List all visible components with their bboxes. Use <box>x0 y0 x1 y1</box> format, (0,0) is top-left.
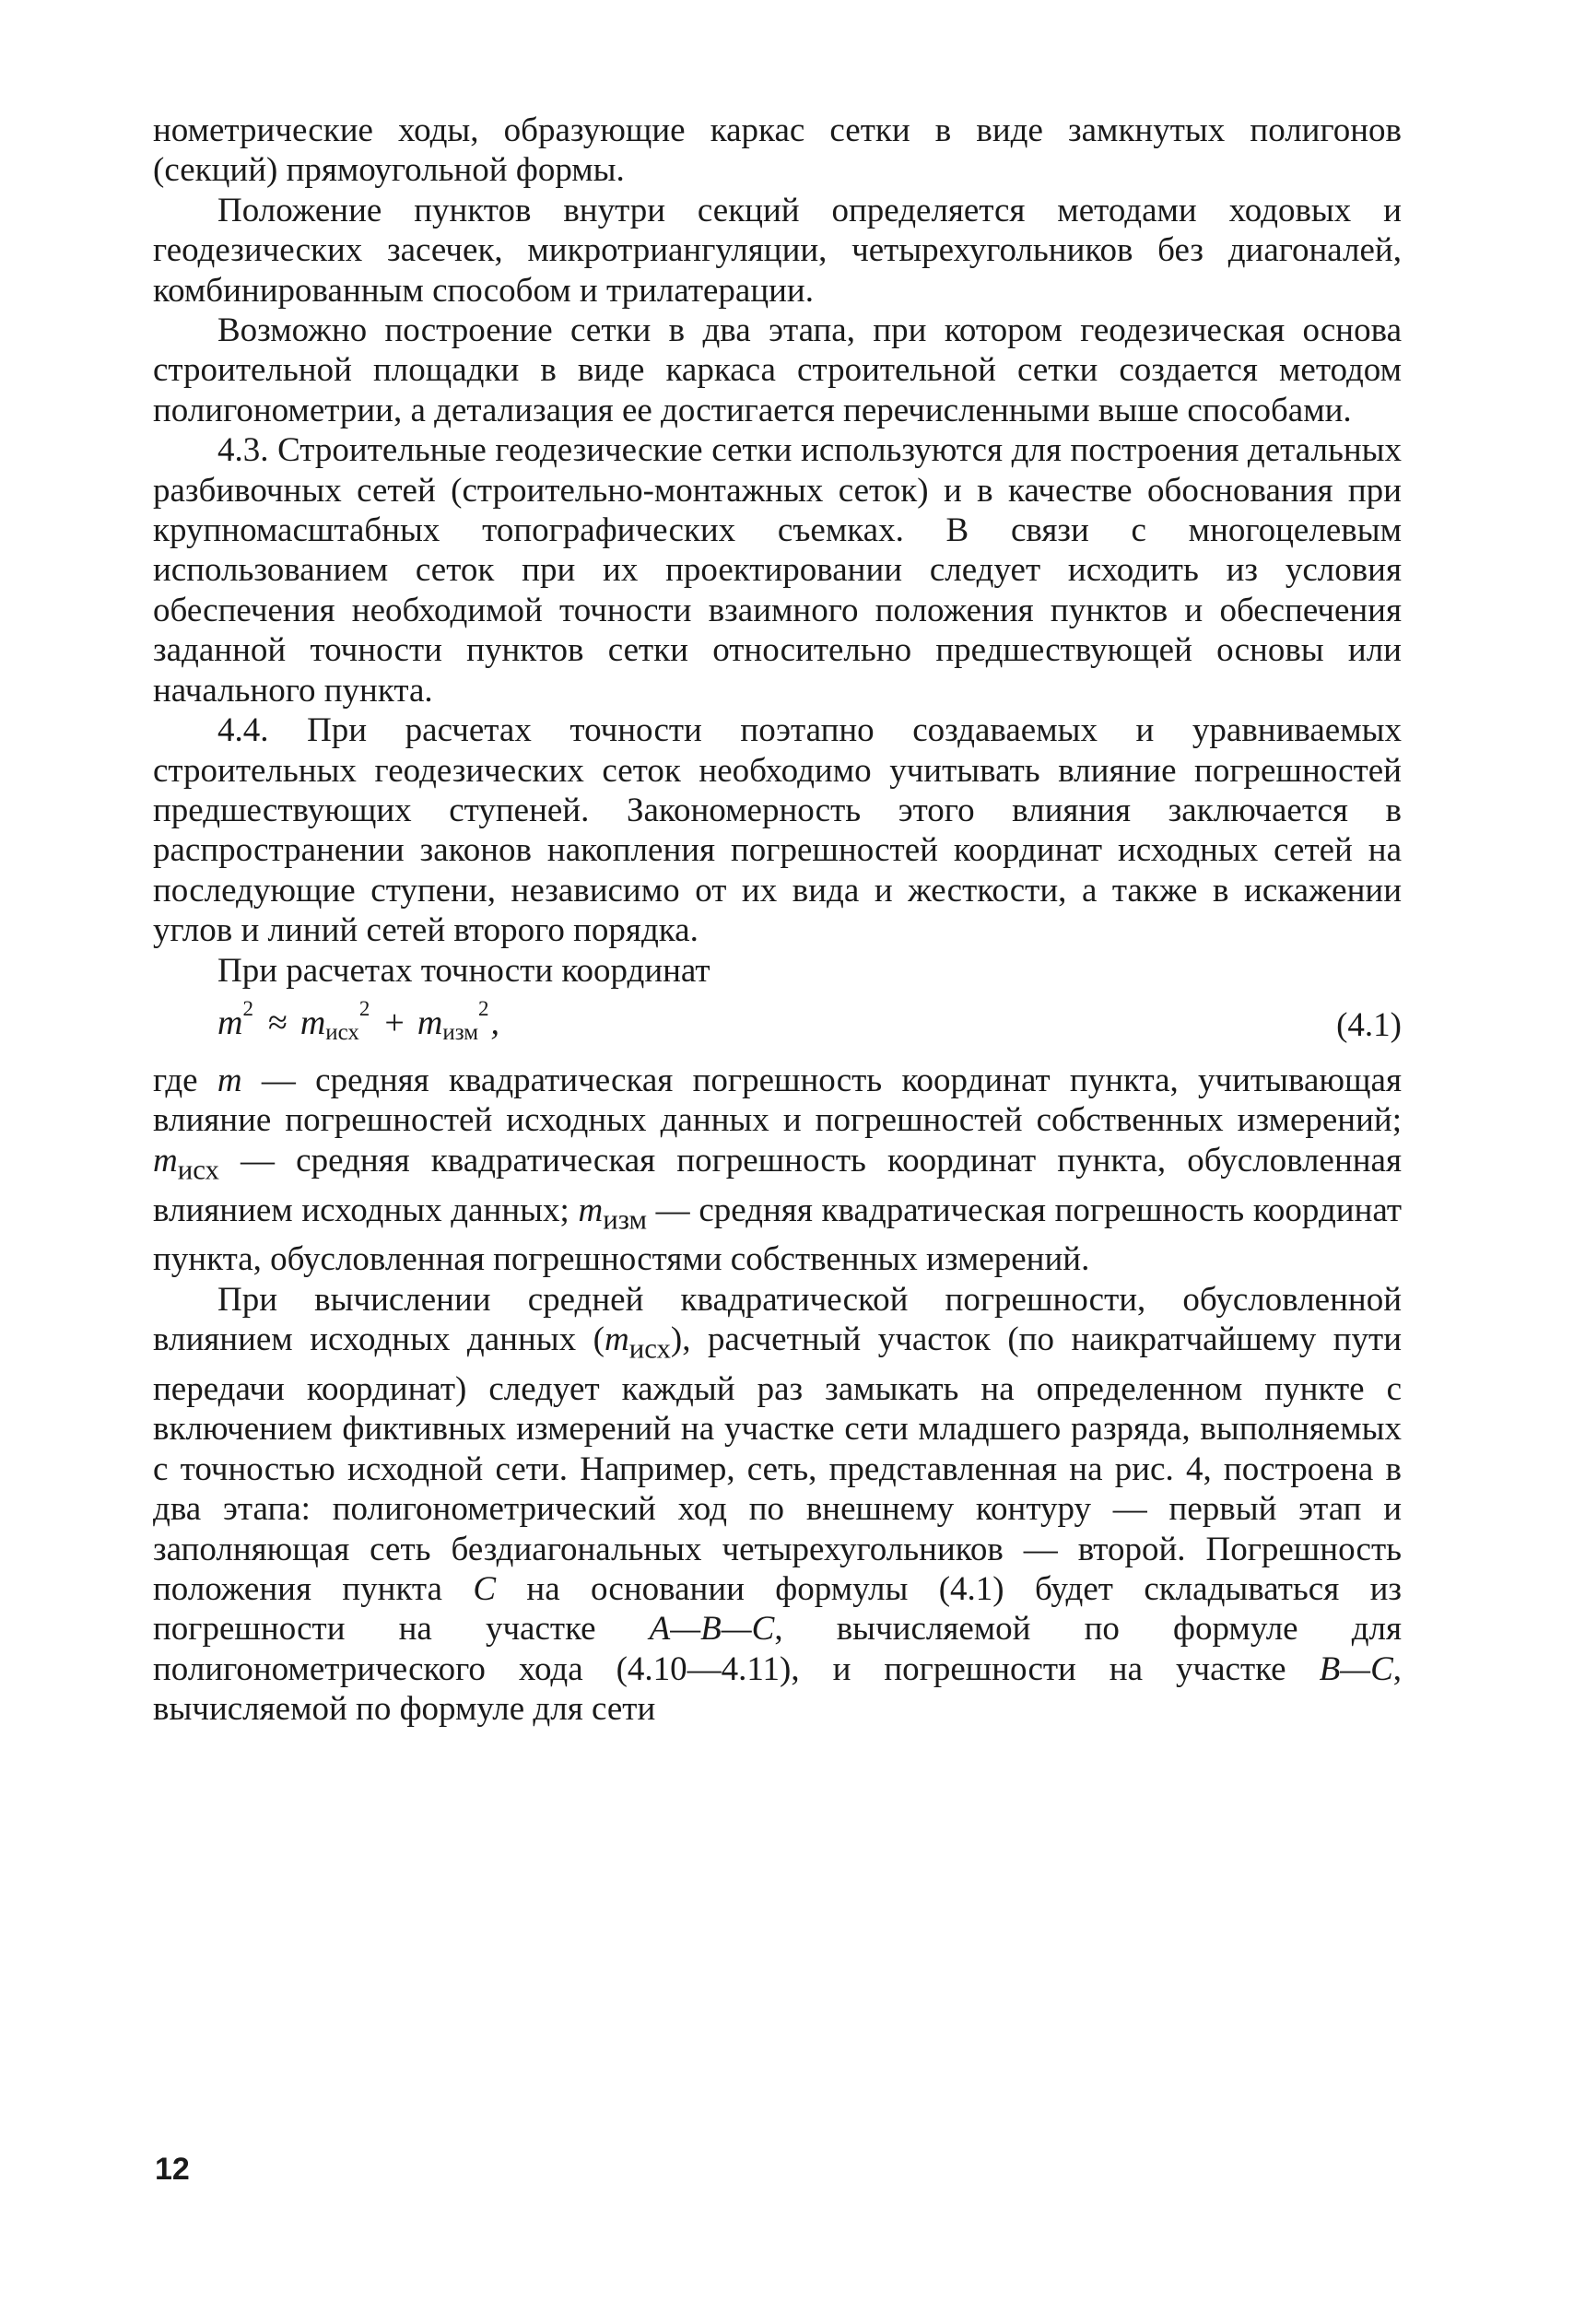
paragraph-3: Возможно построение сетки в два этапа, при котором геодезическая основа строительной площадки в виде каркаса строительной сетки создается методом полигонометрии, а детализация ее достигается перечисленными выше способами. <box>153 311 1402 429</box>
page-number: 12 <box>155 2152 190 2187</box>
calc-text-2: ), расчетный участок (по наикратчайшему пути передачи координат) следует каждый раз замыкать на определенном пункте с включением фиктивных измерений на участке сети младшего разряда, выполняемых с точностью исходной сети. Например, сеть, представленная на рис. 4, построена в два этапа: полигонометрический ход по внешнему контуру — первый этап и заполняющая сеть бездиагональных четырехугольников — второй. Погрешность положения пункта <box>153 1320 1403 1608</box>
paragraph-definitions <box>153 1061 1402 1280</box>
formula-number: (4.1) <box>1336 1005 1402 1044</box>
paragraph-calculation <box>153 1280 1402 1730</box>
paragraph-1: нометрические ходы, образующие каркас сетки в виде замкнутых полигонов (секций) прямоугольной формы. <box>153 112 1402 190</box>
formula-4-1 <box>153 994 1402 1059</box>
formula-approx-sign: ≈ <box>267 1003 288 1042</box>
var-m-izm: m <box>578 1191 604 1229</box>
segment-a-b-c: A—B—C <box>649 1610 775 1649</box>
var-m: m <box>217 1061 242 1099</box>
definitions-text-2: — средняя квадратическая погрешность координат пункта, учитывающая влияние погрешностей исходных данных и погрешностей собственных измерений; <box>153 1061 1402 1140</box>
var-m-ish-2-subscript: исх <box>628 1332 671 1365</box>
body-text <box>153 111 1402 1730</box>
var-m-ish: m <box>153 1141 178 1180</box>
segment-b-c: B—C <box>1319 1649 1393 1688</box>
point-c: C <box>473 1569 497 1608</box>
formula-term1-subscript: исх <box>325 1019 359 1045</box>
paragraph-2: Положение пунктов внутри секций определяется методами ходовых и геодезических засечек, микротриангуляции, четырехугольников без диагоналей, комбинированным способом и трилатерации. <box>153 191 1402 310</box>
paragraph-section-4-4: 4.4. При расчетах точности поэтапно создаваемых и уравниваемых строительных геодезических сеток необходимо учитывать влияние погрешностей предшествующих ступеней. Закономерность этого влияния заключается в распространении законов накопления погрешностей координат исходных сетей на последующие ступени, независимо от их вида и жесткости, а также в искажении углов и линий сетей второго порядка. <box>153 711 1402 950</box>
calc-text-5: , вычисляемой по формуле для сети <box>153 1649 1402 1729</box>
formula-lhs-exponent: 2 <box>242 996 253 1020</box>
formula-term2-exponent: 2 <box>478 996 489 1020</box>
definitions-text-1: где <box>153 1061 217 1099</box>
definitions-text-3: — средняя квадратическая погрешность координат пункта, обусловленная влиянием исходных данных; <box>153 1141 1402 1229</box>
calc-text-4: , вычисляемой по формуле для полигонометрического хода (4.10—4.11), и погрешности на участке <box>153 1610 1402 1688</box>
paragraph-section-4-3: 4.3. Строительные геодезические сетки используются для построения детальных разбивочных сетей (строительно-монтажных сеток) и в качестве обоснования при крупномасштабных топографических съемках. В связи с многоцелевым использованием сеток при их проектировании следует исходить из условия обеспечения необходимой точности взаимного положения пунктов и обеспечения заданной точности пунктов сетки относительно предшествующей основы или начального пункта. <box>153 431 1402 710</box>
formula-trailing-comma: , <box>490 1003 500 1042</box>
var-m-ish-2: m <box>604 1320 629 1359</box>
var-m-ish-subscript: исх <box>177 1154 219 1186</box>
formula-term1-exponent: 2 <box>358 996 370 1020</box>
formula-term2-subscript: изм <box>442 1019 479 1045</box>
calc-text-3: на основании формулы (4.1) будет складываться из погрешности на участке <box>153 1569 1402 1649</box>
var-m-izm-subscript: изм <box>603 1203 647 1235</box>
formula-term2: m <box>417 1003 443 1042</box>
definitions-text-4: — средняя квадратическая погрешность координат пункта, обусловленная погрешностями собственных измерений. <box>153 1191 1403 1279</box>
calc-text-1: При вычислении средней квадратической погрешности, обусловленной влиянием исходных данных ( <box>153 1280 1402 1359</box>
formula-expression <box>217 996 500 1052</box>
formula-plus-sign: + <box>384 1003 405 1042</box>
formula-lhs: m <box>217 1003 243 1042</box>
formula-term1: m <box>299 1003 326 1042</box>
paragraph-formula-intro: При расчетах точности координат <box>217 951 710 990</box>
